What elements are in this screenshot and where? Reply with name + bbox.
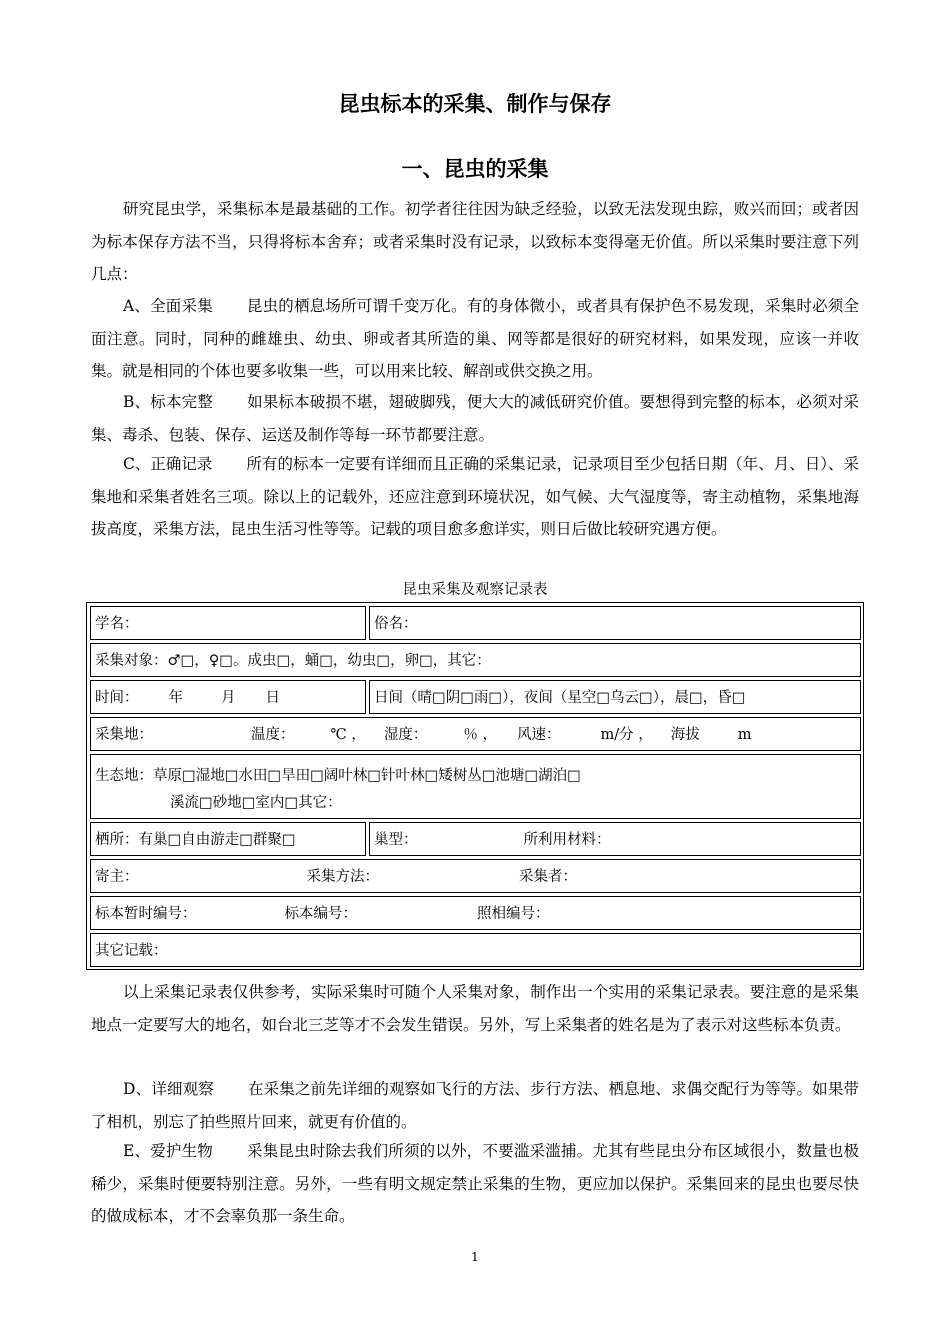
point-a-paragraph [91, 290, 859, 388]
collection-target-field[interactable]: 采集对象：♂□，♀□。成虫□，蛹□，幼虫□，卵□，其它： [90, 643, 861, 677]
scientific-name-field[interactable]: 学名： [90, 606, 366, 640]
materials-label: 所利用材料： [523, 832, 611, 848]
common-name-field[interactable]: 俗名： [369, 606, 861, 640]
time-of-day-field[interactable]: 日间（晴□阴□雨□），夜间（星空□乌云□），晨□，昏□ [369, 680, 861, 714]
time-field[interactable] [90, 680, 366, 714]
location-field[interactable] [90, 717, 861, 751]
point-e-label: E、爱护生物 [123, 1142, 213, 1160]
other-notes-field[interactable]: 其它记载： [90, 933, 861, 967]
form-row-names [90, 606, 861, 640]
habitat-line-2: 溪流□砂地□室内□其它： [170, 795, 342, 811]
form-row-habitat [90, 754, 861, 819]
form-row-other [90, 933, 861, 967]
point-b-paragraph [91, 386, 859, 451]
table-caption: 昆虫采集及观察记录表 [402, 582, 548, 598]
wind-speed-unit: m/分 ， [600, 727, 653, 743]
point-e-paragraph [91, 1135, 859, 1233]
point-d-text: 在采集之前先详细的观察如飞行的方法、步行方法、栖息地、求偶交配行为等等。如果带了相机，别忘了拍些照片回来，就更有价值的。 [91, 1080, 859, 1131]
humidity-unit: ％ ， [463, 727, 497, 743]
photo-id-label: 照相编号： [477, 906, 550, 922]
wind-speed-label: 风速： [516, 727, 561, 743]
collection-place-label: 采集地： [95, 727, 153, 743]
altitude-label: 海拔 [670, 727, 700, 743]
habitat-line-1: 生态地：草原□湿地□水田□旱田□阔叶林□针叶林□矮树丛□池塘□湖泊□ [95, 768, 581, 784]
temp-id-label: 标本暂时编号： [95, 906, 197, 922]
altitude-unit: m [737, 727, 752, 743]
specimen-ids-field[interactable] [90, 896, 861, 930]
temperature-label: 温度： [251, 727, 295, 743]
page-title: 昆虫标本的采集、制作与保存 [338, 92, 612, 116]
time-label: 时间： [95, 690, 139, 706]
form-row-location [90, 717, 861, 751]
collector-label: 采集者： [519, 869, 577, 885]
point-b-text: 如果标本破损不堪，翅破脚残，便大大的减低研究价值。要想得到完整的标本，必须对采集、毒杀、包装、保存、运送及制作等每一环节都要注意。 [91, 393, 859, 444]
niche-field[interactable]: 栖所：有巢□自由游走□群聚□ [90, 822, 366, 856]
point-c-text: 所有的标本一定要有详细而且正确的采集记录，记录项目至少包括日期（年、月、日）、采集地和采集者姓名三项。除以上的记载外，还应注意到环境状况，如气候、大气湿度等，寄主动植物，采集地海拔高度，采集方法，昆虫生活习性等等。记载的项目愈多愈详实，则日后做比较研究遇方便。 [91, 455, 859, 538]
point-d-paragraph [91, 1073, 859, 1138]
host-field[interactable] [90, 859, 861, 893]
host-label: 寄主： [95, 869, 139, 885]
month-label: 月 [221, 690, 236, 706]
point-a-label: A、全面采集 [123, 297, 213, 315]
humidity-label: 湿度： [383, 727, 428, 743]
year-label: 年 [168, 690, 183, 706]
form-row-ids [90, 896, 861, 930]
nest-field[interactable] [369, 822, 861, 856]
temperature-unit: ℃ ， [330, 727, 366, 743]
point-d-label: D、详细观察 [123, 1080, 214, 1098]
point-a-text: 昆虫的栖息场所可谓千变万化。有的身体微小，或者具有保护色不易发现，采集时必须全面注意。同时，同种的雌雄虫、幼虫、卵或者其所造的巢、网等都是很好的研究材料，如果发现，应该一并收集。就是相同的个体也要多收集一些，可以用来比较、解剖或供交换之用。 [91, 297, 859, 380]
form-row-niche [90, 822, 861, 856]
collection-method-label: 采集方法： [306, 869, 379, 885]
specimen-id-label: 标本编号： [284, 906, 357, 922]
form-row-target [90, 643, 861, 677]
page-number: 1 [471, 1250, 479, 1264]
form-row-host [90, 859, 861, 893]
intro-paragraph: 研究昆虫学，采集标本是最基础的工作。初学者往往因为缺乏经验，以致无法发现虫踪，败兴而回；或者因为标本保存方法不当，只得将标本舍弃；或者采集时没有记录，以致标本变得毫无价值。所以采集时要注意下列几点： [91, 200, 859, 283]
point-c-label: C、正确记录 [123, 455, 213, 473]
nest-type-label: 巢型： [374, 832, 418, 848]
habitat-field[interactable] [90, 754, 861, 819]
point-c-paragraph [91, 448, 859, 546]
point-e-text: 采集昆虫时除去我们所须的以外，不要滥采滥捕。尤其有些昆虫分布区域很小，数量也极稀少，采集时便要特别注意。另外，一些有明文规定禁止采集的生物，更应加以保护。采集回来的昆虫也要尽快的做成标本，才不会辜负那一条生命。 [91, 1142, 859, 1225]
after-table-paragraph: 以上采集记录表仅供参考，实际采集时可随个人采集对象，制作出一个实用的采集记录表。要注意的是采集地点一定要写大的地名，如台北三芝等才不会发生错误。另外，写上采集者的姓名是为了表示对这些标本负责。 [91, 983, 859, 1034]
point-b-label: B、标本完整 [123, 393, 214, 411]
record-form [86, 602, 864, 970]
section-heading: 一、昆虫的采集 [401, 157, 549, 181]
form-row-time [90, 680, 861, 714]
day-label: 日 [265, 690, 280, 706]
